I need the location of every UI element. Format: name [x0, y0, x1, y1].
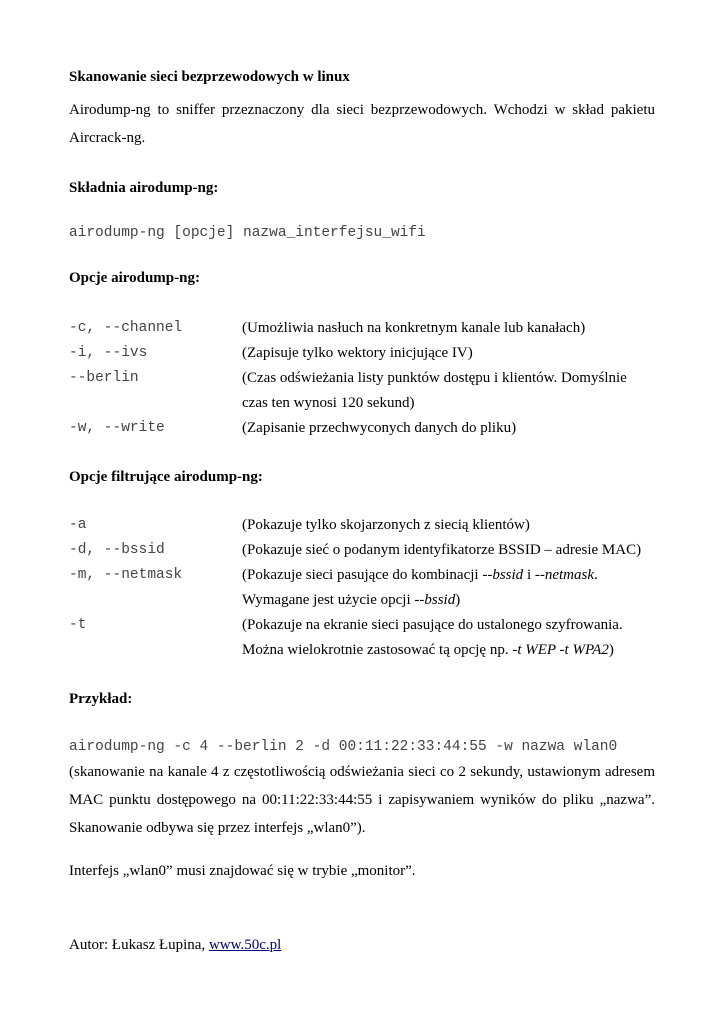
- emphasis: --netmask: [534, 567, 595, 583]
- filter-flag: -a: [69, 517, 87, 533]
- example-command: airodump-ng -c 4 --berlin 2 -d 00:11:22:33:44:55 -w nazwa wlan0: [69, 739, 618, 755]
- options-heading: Opcje airodump-ng:: [69, 270, 200, 286]
- filter-desc: (Pokazuje sieć o podanym identyfikatorze BSSID – adresie MAC): [242, 542, 642, 558]
- note-text: Interfejs „wlan0” musi znajdować się w trybie „monitor”.: [69, 863, 416, 879]
- syntax-heading: Składnia airodump-ng:: [69, 180, 219, 196]
- option-flag: --berlin: [69, 370, 139, 386]
- emphasis: -t WEP -t WPA2: [512, 642, 609, 658]
- option-flag: -w, --write: [69, 420, 165, 436]
- example-description: (skanowanie na kanale 4 z częstotliwością odświeżania sieci co 2 sekundy, ustawionym adresem MAC punktu dostępowego na 00:11:22:33:44:55 i zapisywaniem wyników do pliku „nazwa”. Skanowanie odbywa się przez interfejs „wlan0”).: [69, 764, 655, 836]
- author-website-link[interactable]: www.50c.pl: [208, 937, 282, 953]
- option-flag: -c, --channel: [69, 320, 183, 336]
- filter-flag: -m, --netmask: [69, 567, 183, 583]
- filter-flag: -t: [69, 617, 87, 633]
- emphasis: --bssid: [482, 567, 524, 583]
- option-desc: (Umożliwia nasłuch na konkretnym kanale lub kanałach): [242, 320, 586, 336]
- filter-desc: (Pokazuje na ekranie sieci pasujące do ustalonego szyfrowania. Można wielokrotnie zastosować tą opcję np. -t WEP -t WPA2): [242, 617, 623, 658]
- author-line: [69, 935, 281, 955]
- syntax-line: airodump-ng [opcje] nazwa_interfejsu_wifi: [69, 225, 426, 241]
- filter-desc: (Pokazuje tylko skojarzonych z siecią klientów): [242, 517, 530, 533]
- author-label: Autor: Łukasz Łupina,: [69, 937, 209, 953]
- option-desc: (Zapisanie przechwyconych danych do pliku): [242, 420, 517, 436]
- filter-desc: (Pokazuje sieci pasujące do kombinacji --bssid i --netmask. Wymagane jest użycie opcji --bssid): [242, 567, 598, 608]
- option-desc: (Czas odświeżania listy punktów dostępu i klientów. Domyślnie czas ten wynosi 120 sekund): [242, 370, 627, 411]
- option-flag: -i, --ivs: [69, 345, 148, 361]
- emphasis: --bssid: [414, 592, 456, 608]
- document-title: Skanowanie sieci bezprzewodowych w linux: [69, 69, 350, 85]
- option-desc: (Zapisuje tylko wektory inicjujące IV): [242, 345, 473, 361]
- intro-paragraph: Airodump-ng to sniffer przeznaczony dla sieci bezprzewodowych. Wchodzi w skład pakietu Aircrack-ng.: [69, 102, 655, 146]
- filter-flag: -d, --bssid: [69, 542, 165, 558]
- filter-heading: Opcje filtrujące airodump-ng:: [69, 469, 263, 485]
- example-heading: Przykład:: [69, 691, 133, 707]
